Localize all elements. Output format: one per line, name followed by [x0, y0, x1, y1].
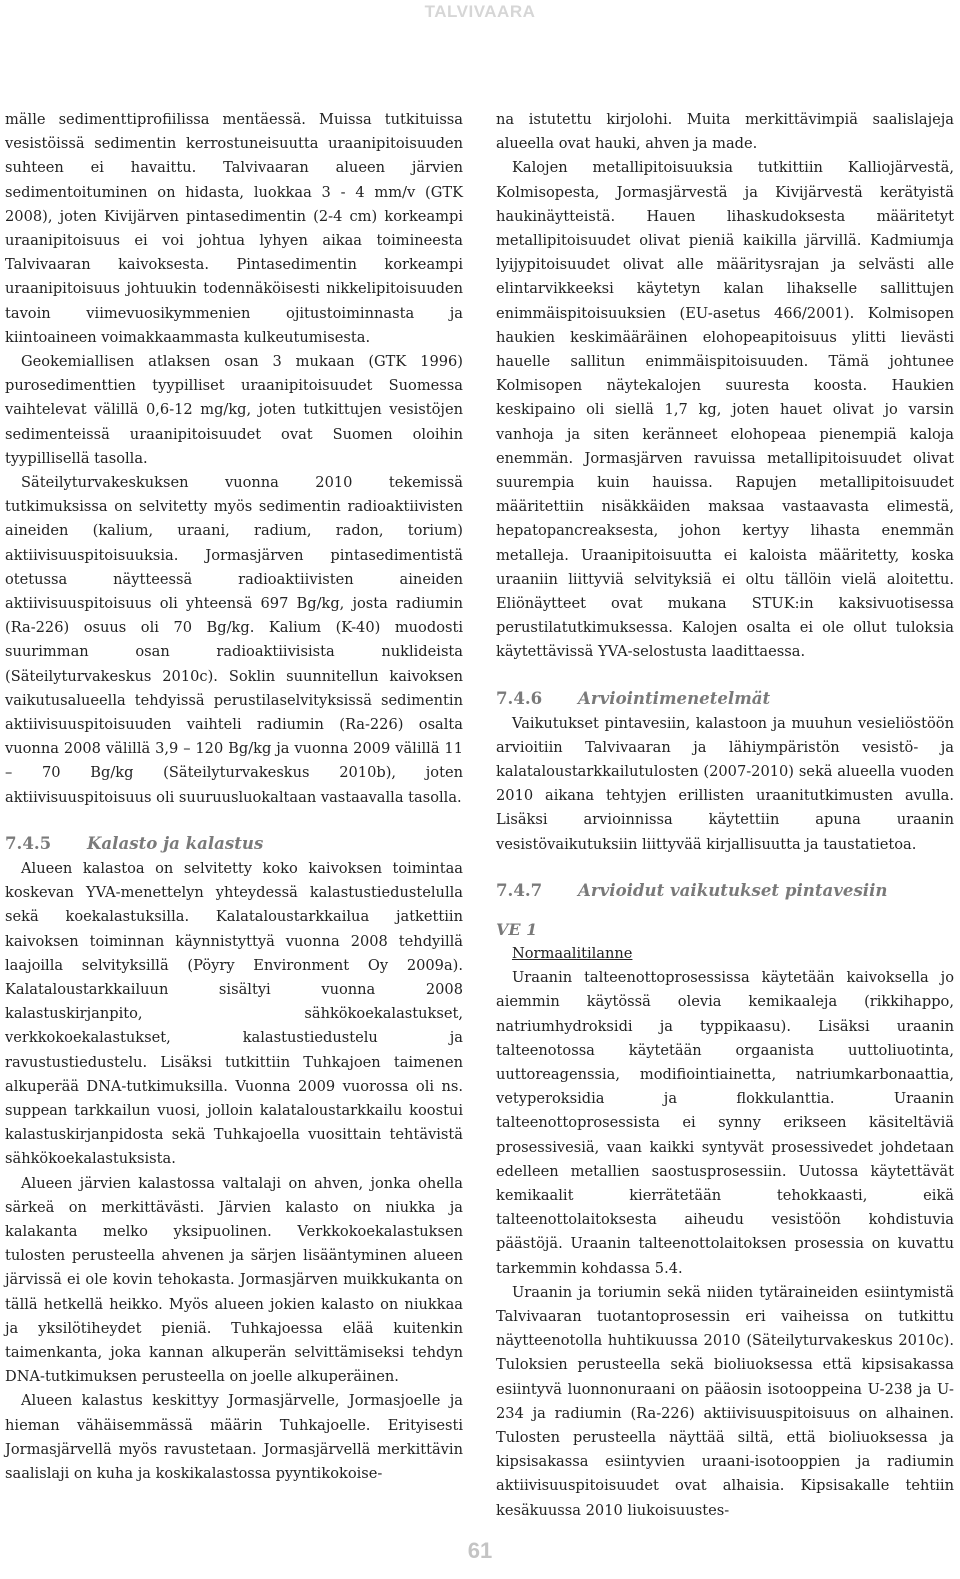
section-number: 7.4.6 — [496, 687, 543, 708]
paragraph: Alueen järvien kalastossa valtalaji on ahven, jonka ohella särkeä on merkittävästi. Järvien kalasto on niukka ja kalakanta melko yksipuolinen. Verkkokoekalastuksen tulosten perusteella ahvenen ja särjen lisääntyminen alueen järvissä ei ole kovin tehokasta. Jormasjärven muikkukanta on tällä hetkellä heikko. Myös alueen jokien kalasto on niukkaa ja yksilötiheydet pieniä. Tuhkajoessa elää kuitenkin taimenkanta, joka kannan alkuperän selvittämiseksi tehdyn DNA-tutkimuksen perusteella on joelle alkuperäinen. — [5, 1174, 463, 1386]
section-title: Arviointimenetelmät — [578, 687, 771, 708]
subsection-label: Normaalitilanne — [512, 944, 633, 962]
paragraph: Uraanin ja toriumin sekä niiden tytäraineiden esiintymistä Talvivaaran tuotantoprosessin eri vaiheissa on tutkittu näytteenotolla huhtikuussa 2010 (Säteilyturvakeskus 2010c). Tuloksien perusteella sekä bioliuoksessa että kipsisakassa esiintyvä luonnonuraani on pääosin isotooppeina U-238 ja U-234 ja radiumin (Ra-226) aktiivisuuspitoisuus on alhainen. Tulosten perusteella näyttää siltä, että bioliuoksessa ja kipsisakassa esiintyvien uraani-isotooppien ja radiumin aktiivisuuspitoisuudet ovat alhaisia. Kipsisakalle tehtiin kesäkuussa 2010 liukoisuustes- — [496, 1283, 954, 1519]
subheading-ve1: VE 1 — [496, 919, 538, 939]
section-heading-7-4-5 — [5, 831, 463, 855]
header-brand: TALVIVAARA — [424, 2, 536, 21]
paragraph: Säteilyturvakeskuksen vuonna 2010 tekemissä tutkimuksissa on selvitetty myös sedimentin radioaktiivisten aineiden (kalium, uraani, radium, radon, torium) aktiivisuuspitoisuuksia. Jormasjärven pintasedimentistä otetussa näytteessä radioaktiivisten aineiden aktiivisuuspitoisuus oli yhteensä 697 Bg/kg, josta radiumin (Ra-226) osuus oli 70 Bg/kg. Kalium (K-40) muodosti suurimman osan radioaktiivisista nuklideista (Säteilyturvakeskus 2010c). Soklin suunnitellun kaivoksen vaikutusalueella tehdyissä perustilaselvityksissä sedimentin aktiivisuuspitoisuuden vaihteli radiumin (Ra-226) osalta vuonna 2008 välillä 3,9 – 120 Bg/kg ja vuonna 2009 välillä 11 – 70 Bg/kg (Säteilyturvakeskus 2010b), joten aktiivisuuspitoisuus oli suuruusluokaltaan vastaavalla tasolla. — [5, 474, 463, 806]
paragraph: Alueen kalastus keskittyy Jormasjärvelle, Jormasjoelle ja hieman vähäisemmässä määrin Tuhkajoelle. Erityisesti Jormasjärvellä myös ravustetaan. Jormasjärvellä merkittävin saalislaji on kuha ja koskikalastossa pyyntikokoise- — [5, 1392, 463, 1482]
paragraph: Alueen kalastoa on selvitetty koko kaivoksen toimintaa koskevan YVA-menettelyn yhteydessä kalastustiedustelulla sekä koekalastuksilla. Kalataloustarkkailua jatkettiin kaivoksen toiminnan käynnistyttyä vuonna 2008 tehdyillä laajoilla selvityksillä (Pöyry Environment Oy 2009a). Kalataloustarkkailuun sisältyi vuonna 2008 kalastuskirjanpito, sähkökoekalastukset, verkkokoekalastukset, kalastustiedustelu ja ravustustiedustelu. Lisäksi tutkittiin Tuhkajoen taimenen alkuperää DNA-tutkimuksilla. Vuonna 2009 vuorossa oli ns. suppean tarkkailun vuosi, jolloin kalataloustarkkailu koostui kalastuskirjanpidosta sekä Tuhkajoella vuosittain tehtävistä sähkökoekalastuksista. — [5, 859, 463, 1168]
paragraph: mälle sedimenttiprofiilissa mentäessä. Muissa tutkituissa vesistöissä sedimentin kerrostuneisuutta uraanipitoisuuden suhteen ei havaittu. Talvivaaran alueen järvien sedimentoituminen on hidasta, luokkaa 3 - 4 mm/v (GTK 2008), joten Kivijärven pintasedimentin (2-4 cm) korkeampi uraanipitoisuus ei voi johtua lyhyen aikaa toimineesta Talvivaaran kaivoksesta. Pintasedimentin korkeampi uraanipitoisuus johtuukin todennäköisesti nikkelipitoisuuden tavoin viimevuosikymmenien ojitustoiminnasta ja kiintoaineen voimakkaammasta kulkeutumisesta. — [5, 111, 463, 346]
left-column — [5, 108, 463, 1486]
paragraph: na istutettu kirjolohi. Muita merkittävimpiä saalislajeja alueella ovat hauki, ahven ja made. — [496, 111, 954, 153]
section-number: 7.4.5 — [5, 832, 52, 853]
page-number: 61 — [467, 1538, 493, 1563]
section-number: 7.4.7 — [496, 879, 543, 900]
section-title: Kalasto ja kalastus — [87, 832, 264, 853]
paragraph: Geokemiallisen atlaksen osan 3 mukaan (GTK 1996) purosedimenttien tyypilliset uraanipitoisuudet Suomessa vaihtelevat välillä 0,6-12 mg/kg, joten tutkittujen vesistöjen sedimenteissä uraanipitoisuudet ovat Suomen oloihin tyypillisellä tasolla. — [5, 353, 463, 467]
paragraph: Uraanin talteenottoprosessissa käytetään kaivoksella jo aiemmin käytössä olevia kemikaaleja (rikkihappo, natriumhydroksidi ja typpikaasu). Lisäksi uraanin talteenotossa käytetään orgaanista uuttoliuotinta, uuttoreagenssia, modifiointiainetta, natriumkarbonaattia, vetyperoksidia ja flokkulanttia. Uraanin talteenottoprosessista ei synny erikseen käsiteltäviä prosessivesiä, vaan kaikki syntyvät prosessivedet johdetaan edelleen metallien saostusprosessiin. Uutossa käytettävät kemikaalit kierrätetään tehokkaasti, eikä talteenottolaitoksesta aiheudu vesistöön kohdistuvia päästöjä. Uraanin talteenottolaitoksen prosessia on kuvattu tarkemmin kohdassa 5.4. — [496, 969, 954, 1277]
right-column — [496, 108, 954, 1523]
paragraph: Vaikutukset pintavesiin, kalastoon ja muuhun vesieliöstöön arvioitiin Talvivaaran ja lähiympäristön vesistö- ja kalataloustarkkailutulosten (2007-2010) sekä alueella vuoden 2010 aikana tehtyjen erillisten uraanitutkimusten avulla. Lisäksi arvioinnissa käytettiin apuna uraanin vesistövaikutuksiin liittyvää kirjallisuutta ja taustatietoa. — [496, 714, 954, 853]
section-heading-7-4-7 — [496, 878, 954, 902]
section-heading-7-4-6 — [496, 686, 954, 710]
section-title: Arvioidut vaikutukset pintavesiin — [578, 879, 888, 900]
paragraph: Kalojen metallipitoisuuksia tutkittiin Kalliojärvestä, Kolmisopesta, Jormasjärvestä ja Kivijärvestä kerätyistä haukinäytteistä. Hauen lihaskudoksesta määritetyt metallipitoisuudet olivat pieniä kaikilla järvillä. Kadmiumja lyijypitoisuudet olivat alle määritysrajan ja selvästi alle elintarvikkeeksi käytetyn kalan lihakselle sallittujen enimmäispitoisuuksien (EU-asetus 466/2001). Kolmisopen haukien keskimääräinen elohopeapitoisuus ylitti lievästi hauelle sallitun enimmäispitoisuuden. Tämä johtunee Kolmisopen näytekalojen suuresta koosta. Haukien keskipaino oli siellä 1,7 kg, joten hauet olivat jo varsin vanhoja ja siten keränneet elohopeaa pienempiä kaloja enemmän. Jormasjärven ravuissa metallipitoisuudet olivat suurempia kuin hauissa. Rapujen metallipitoisuudet määritettiin nisäkkäiden maksaa vastaavasta elimestä, hepatopancreaksesta, johon kertyy lihasta enemmän metalleja. Uraanipitoisuutta ei kaloista määritetty, koska uraaniin liittyviä selvityksiä ei oltu tällöin vielä aloitettu. Eliönäytteet ovat mukana STUK:in kaksivuotisessa perustilatutkimuksessa. Kalojen osalta ei ole ollut tuloksia käytettävissä YVA-selostusta laadittaessa. — [496, 159, 954, 661]
